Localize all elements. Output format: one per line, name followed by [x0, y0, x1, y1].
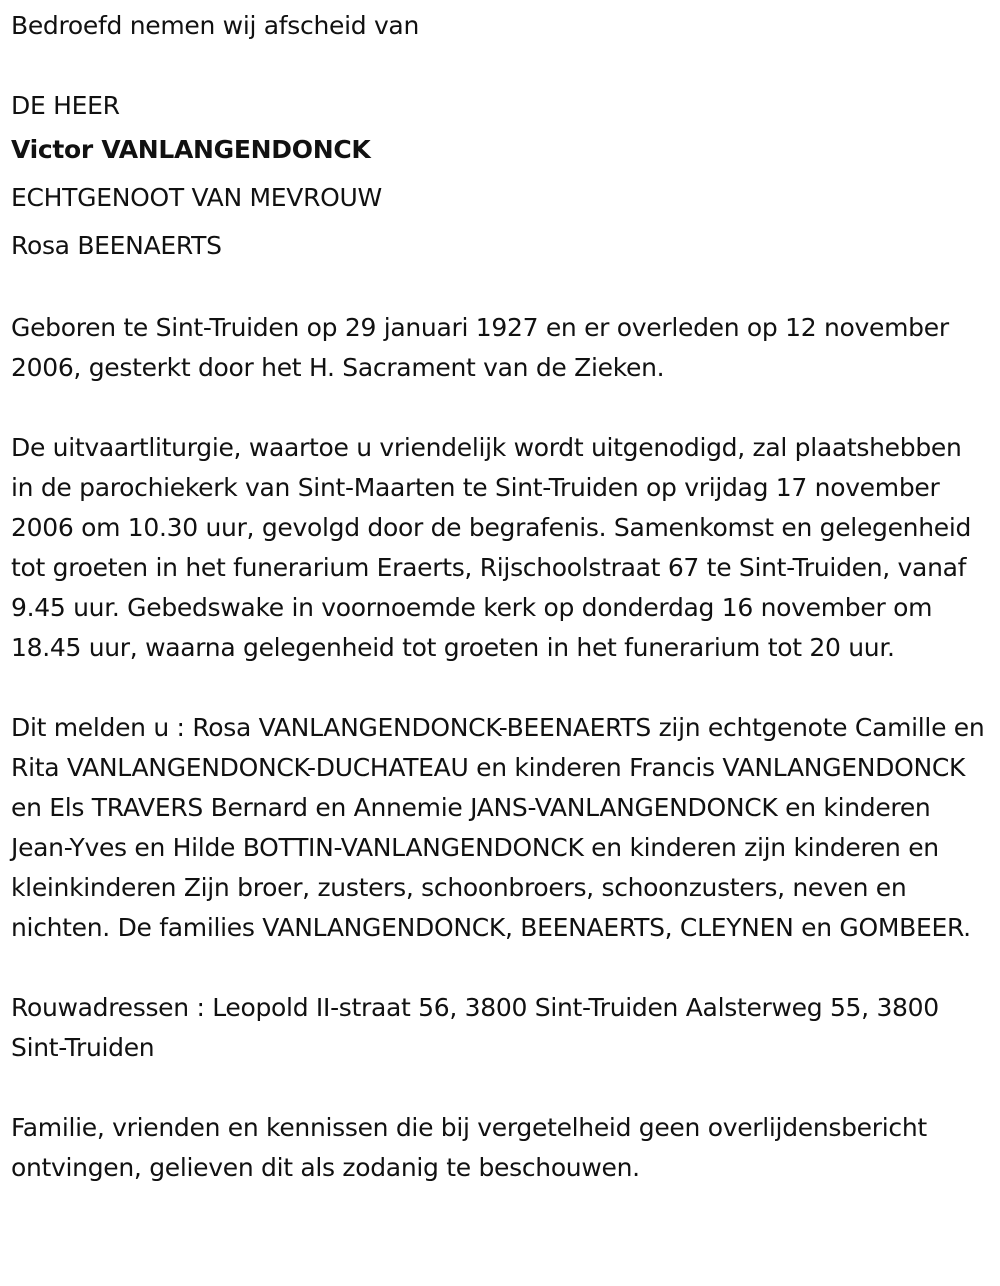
funeral-paragraph: De uitvaartliturgie, waartoe u vriendelijk wordt uitgenodigd, zal plaatshebben in de parochiekerk van Sint-Maarten te Sint-Truiden op vrijdag 17 november 2006 om 10.30 uur, gevolgd door de begrafenis. Samenkomst en gelegenheid tot groeten in het funerarium Eraerts, Rijschoolstraat 67 te Sint-Truiden, vanaf 9.45 uur. Gebedswake in voornoemde kerk op donderdag 16 november om 18.45 uur, waarna gelegenheid tot groeten in het funerarium tot 20 uur.: [11, 433, 972, 662]
birth-death-paragraph: Geboren te Sint-Truiden op 29 januari 1927 en er overleden op 12 november 2006, gesterkt door het H. Sacrament van de Zieken.: [11, 313, 949, 382]
addresses-paragraph: Rouwadressen : Leopold II-straat 56, 3800 Sint-Truiden Aalsterweg 55, 3800 Sint-Truiden: [11, 993, 939, 1062]
deceased-name: Victor VANLANGENDONCK: [11, 135, 371, 164]
intro-text: Bedroefd nemen wij afscheid van: [11, 11, 419, 40]
announced-by-paragraph: Dit melden u : Rosa VANLANGENDONCK-BEENAERTS zijn echtgenote Camille en Rita VANLANGENDONCK-DUCHATEAU en kinderen Francis VANLANGENDONCK en Els TRAVERS Bernard en Annemie JANS-VANLANGENDONCK en kinderen Jean-Yves en Hilde BOTTIN-VANLANGENDONCK en kinderen zijn kinderen en kleinkinderen Zijn broer, zusters, schoonbroers, schoonzusters, neven en nichten. De families VANLANGENDONCK, BEENAERTS, CLEYNEN en GOMBEER.: [11, 713, 985, 942]
spouse-name: Rosa BEENAERTS: [11, 231, 222, 260]
spouse-label: ECHTGENOOT VAN MEVROUW: [11, 183, 382, 212]
salutation: DE HEER: [11, 91, 120, 120]
closing-paragraph: Familie, vrienden en kennissen die bij vergetelheid geen overlijdensbericht ontvingen, gelieven dit als zodanig te beschouwen.: [11, 1113, 927, 1182]
